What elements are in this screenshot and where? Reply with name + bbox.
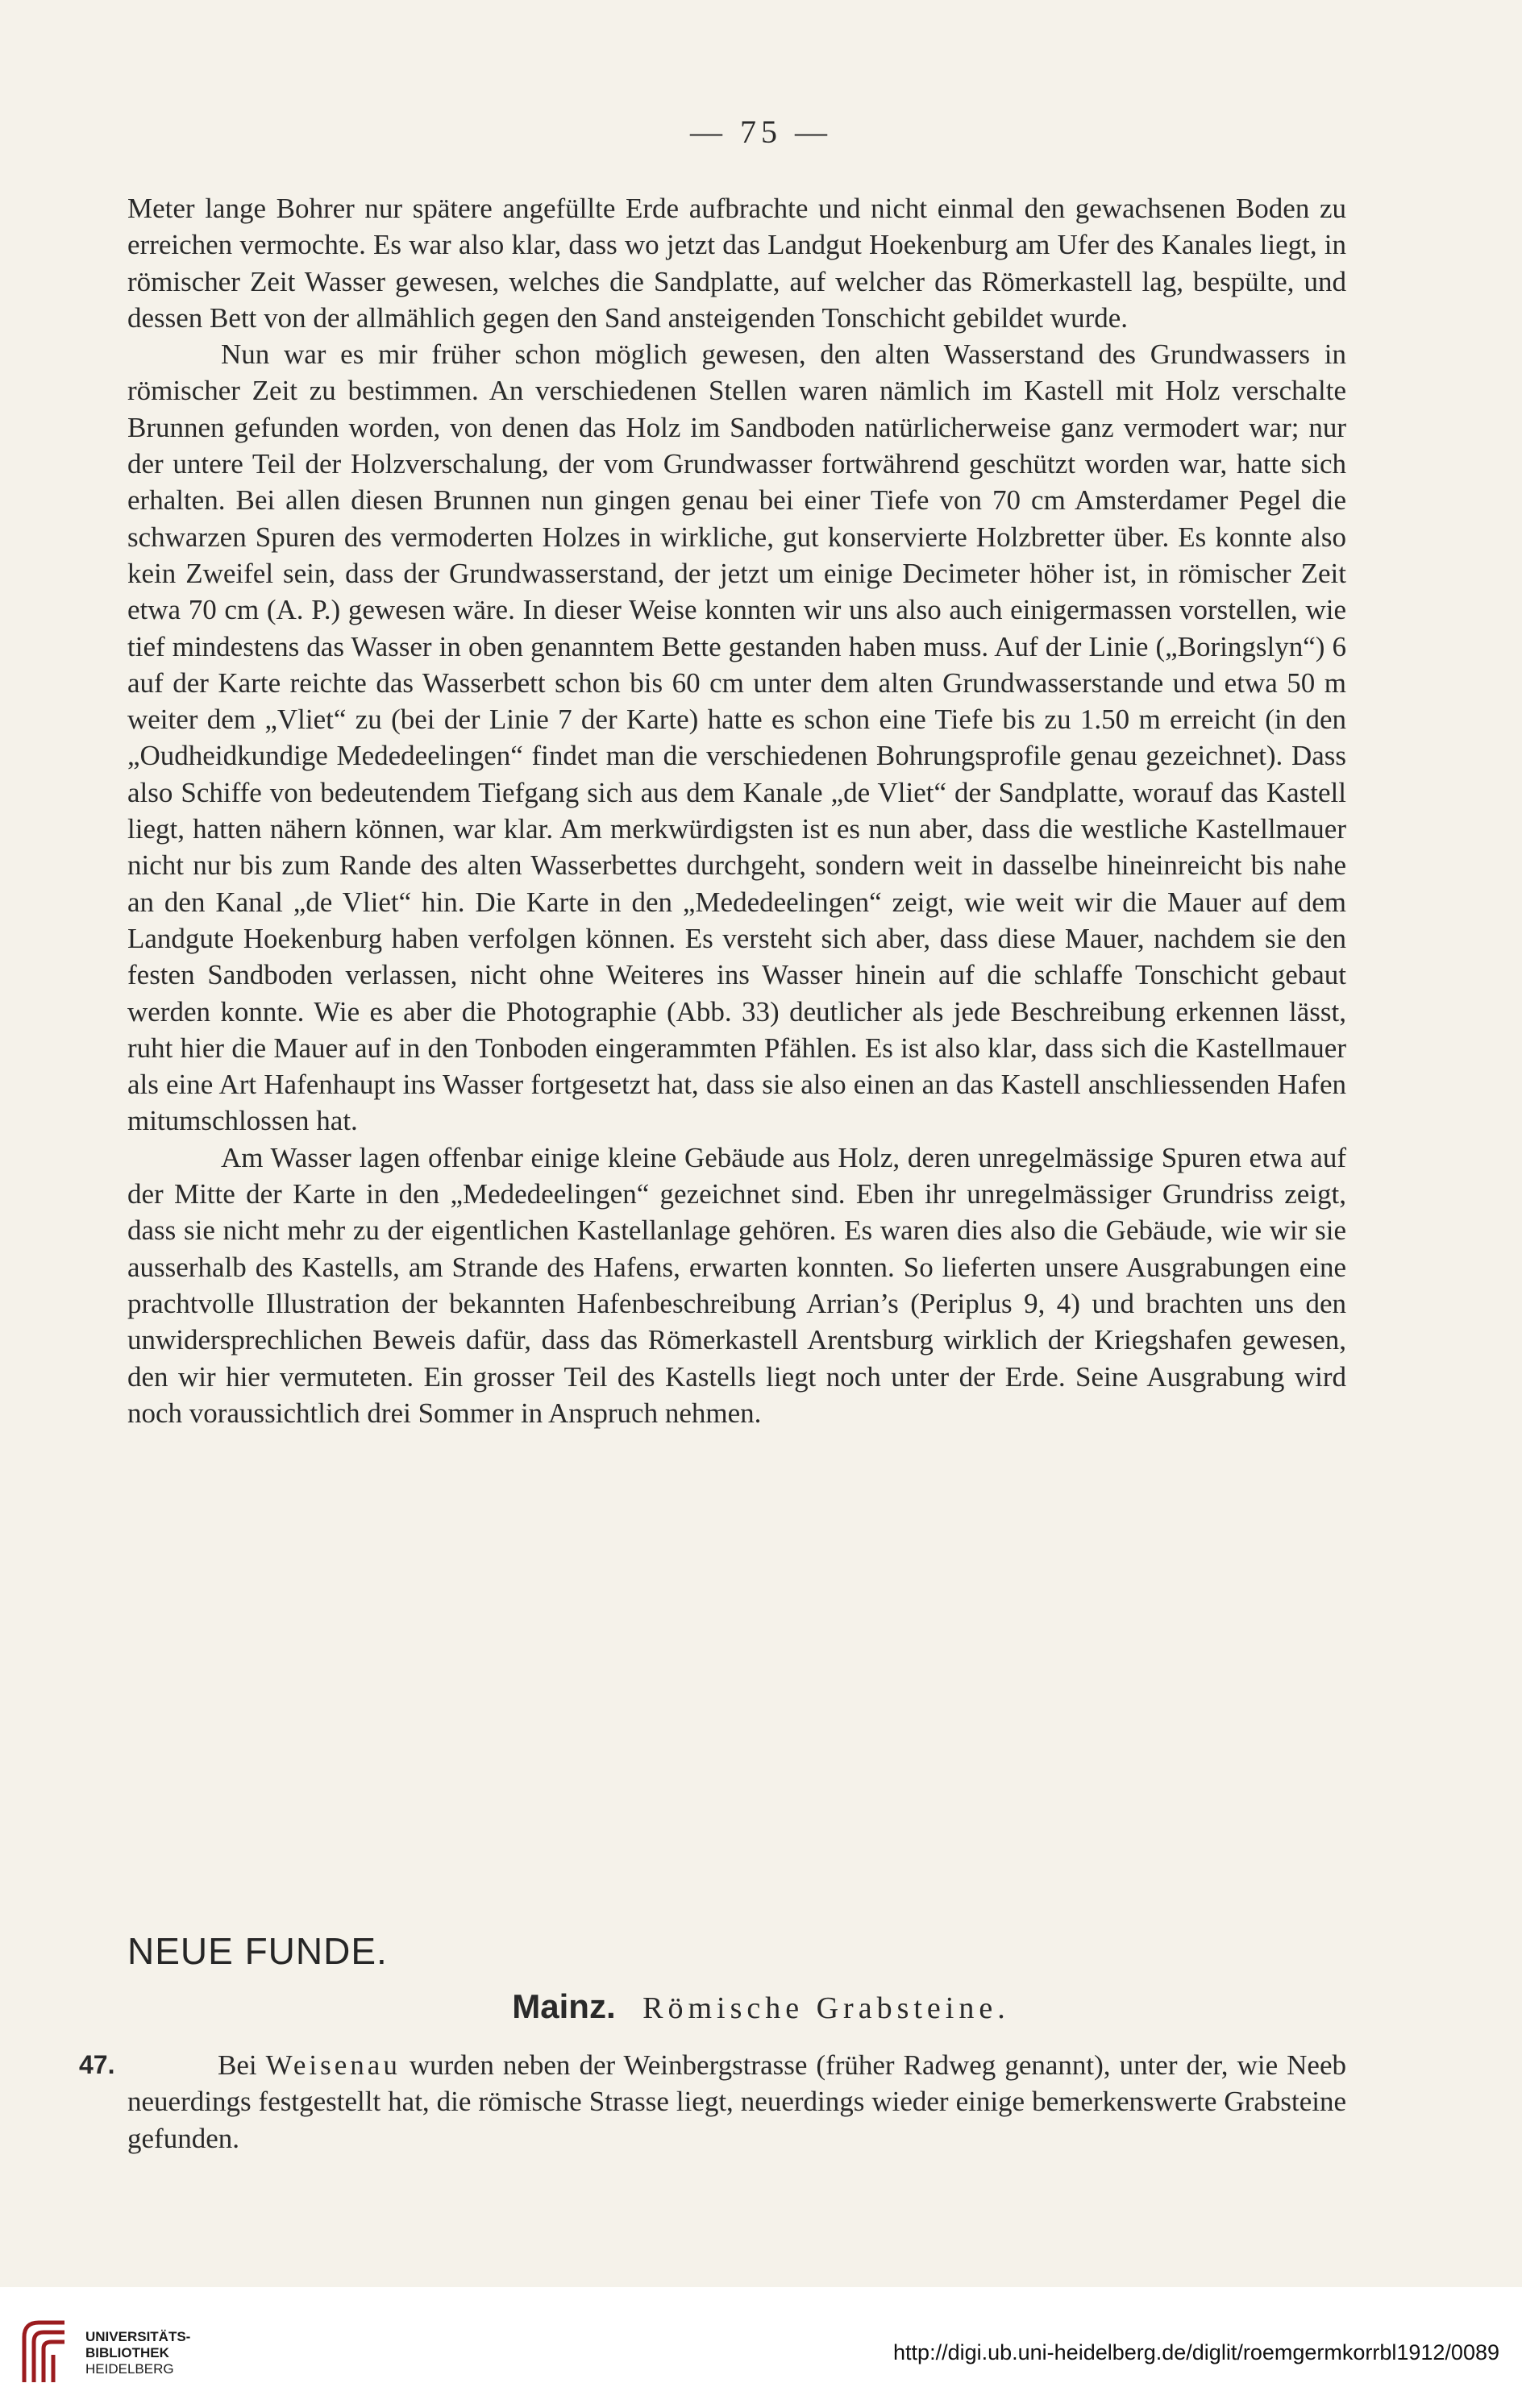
source-url-link[interactable]: http://digi.ub.uni-heidelberg.de/diglit/roemgermkorrbl1912/0089 (893, 2340, 1499, 2364)
library-line-1: UNIVERSITÄTS- (85, 2329, 191, 2344)
footer-bar (0, 2287, 1522, 2408)
paragraph-2: Nun war es mir früher schon möglich gewesen, den alten Wasserstand des Grundwassers in römischer Zeit zu bestimmen. An verschiedenen Stellen waren nämlich im Kastell mit Holz verschalte Brunnen gefunden worden, von denen das Holz im Sandboden natürlicherweise ganz vermodert war; nur der untere Teil der Holzverschalung, der vom Grundwasser fortwährend geschützt worden war, hatte sich erhalten. Bei allen diesen Brunnen nun gingen genau bei einer Tiefe von 70 cm Amsterdamer Pegel die schwarzen Spuren des vermoderten Holzes in wirkliche, gut konservierte Holzbretter über. Es konnte also kein Zweifel sein, dass der Grundwasserstand, der jetzt um einige Decimeter höher ist, in römischer Zeit etwa 70 cm (A. P.) gewesen wäre. In dieser Weise konnten wir uns also auch einigermassen vorstellen, wie tief mindestens das Wasser in oben genanntem Bette gestanden haben muss. Auf der Linie („Boringslyn“) 6 auf der Karte reichte das Wasserbett schon bis 60 cm unter dem alten Grundwasserstande und etwa 50 m weiter dem „Vliet“ zu (bei der Linie 7 der Karte) hatte es schon eine Tiefe bis zu 1.50 m erreicht (in den „Oudheidkundige Mededeelingen“ findet man die verschiedenen Bohrungsprofile genau gezeichnet). Dass also Schiffe von bedeutendem Tiefgang sich aus dem Kanale „de Vliet“ der Sandplatte, worauf das Kastell liegt, hatten nähern können, war klar. Am merkwürdigsten ist es nun aber, dass die westliche Kastellmauer nicht nur bis zum Rande des alten Wasserbettes durchgeht, sondern weit in dasselbe hineinreicht bis nahe an den Kanal „de Vliet“ hin. Die Karte in den „Mededeelingen“ zeigt, wie weit wir die Mauer auf dem Landgute Hoekenburg haben verfolgen können. Es versteht sich aber, dass diese Mauer, nachdem sie den festen Sandboden verlassen, nicht ohne Weiteres ins Wasser hinein auf die schlaffe Tonschicht gebaut werden konnte. Wie es aber die Photographie (Abb. 33) deutlicher als jede Beschreibung erkennen lässt, ruht hier die Mauer auf in den Tonboden eingerammten Pfählen. Es ist also klar, dass sich die Kastellmauer als eine Art Hafenhaupt ins Wasser fortgesetzt hat, dass sie also einen an das Kastell anschliessenden Hafen mitumschlossen hat. (127, 338, 1346, 1137)
entry-number: 47. (79, 2050, 115, 2079)
entry-place: Weisenau (265, 2049, 401, 2081)
entry-text (79, 2047, 1346, 2157)
find-entry (79, 2047, 1346, 2157)
library-line-3: HEIDELBERG (85, 2361, 174, 2377)
paragraph-1: Meter lange Bohrer nur spätere angefüllte Erde aufbrachte und nicht einmal den gewachsenen Boden zu erreichen vermochte. Es war also klar, dass wo jetzt das Landgut Hoekenburg am Ufer des Kanales liegt, in römischer Zeit Wasser gewesen, welches die Sandplatte, auf welcher das Römerkastell lag, bespülte, und dessen Bett von der allmählich gegen den Sand ansteigenden Tonschicht gebildet wurde. (127, 193, 1346, 334)
page-number: — 75 — (690, 114, 832, 150)
library-line-2: BIBLIOTHEK (85, 2345, 169, 2360)
library-logo-icon (16, 2313, 74, 2387)
entry-lead: Bei (218, 2049, 257, 2081)
entry-body-text: wurden neben der Weinbergstrasse (früher Radweg genannt), unter der, wie Neeb neuerdings festgestellt hat, die römische Strasse liegt, neuerdings wieder einige bemerkenswerte Grabsteine gefunden. (127, 2049, 1346, 2154)
place-name: Mainz. (512, 1987, 616, 2025)
library-name (85, 2329, 190, 2377)
paragraph-3: Am Wasser lagen offenbar einige kleine Gebäude aus Holz, deren unregelmässige Spuren etwa auf der Mitte der Karte in den „Mededeelingen“ gezeichnet sind. Eben ihr unregelmässiger Grundriss zeigt, dass sie nicht mehr zu der eigentlichen Kastellanlage gehören. Es waren dies also die Gebäude, wie wir sie ausserhalb des Kastells, am Strande des Hafens, erwarten konnten. So lieferten unsere Ausgrabungen eine prachtvolle Illustration der bekannten Hafenbeschreibung Arrian’s (Periplus 9, 4) und brachten uns den unwidersprechlichen Beweis dafür, dass das Römerkastell Arentsburg wirklich der Kriegshafen gewesen, den wir hier vermuteten. Ein grosser Teil des Kastells liegt noch unter der Erde. Seine Ausgrabung wird noch voraussichtlich drei Sommer in Anspruch nehmen. (127, 1141, 1346, 1429)
topic-title: Römische Grabsteine. (642, 1991, 1010, 2025)
body-text (127, 190, 1346, 1431)
subheading (0, 1987, 1522, 2026)
section-heading: NEUE FUNDE. (127, 1930, 388, 1972)
